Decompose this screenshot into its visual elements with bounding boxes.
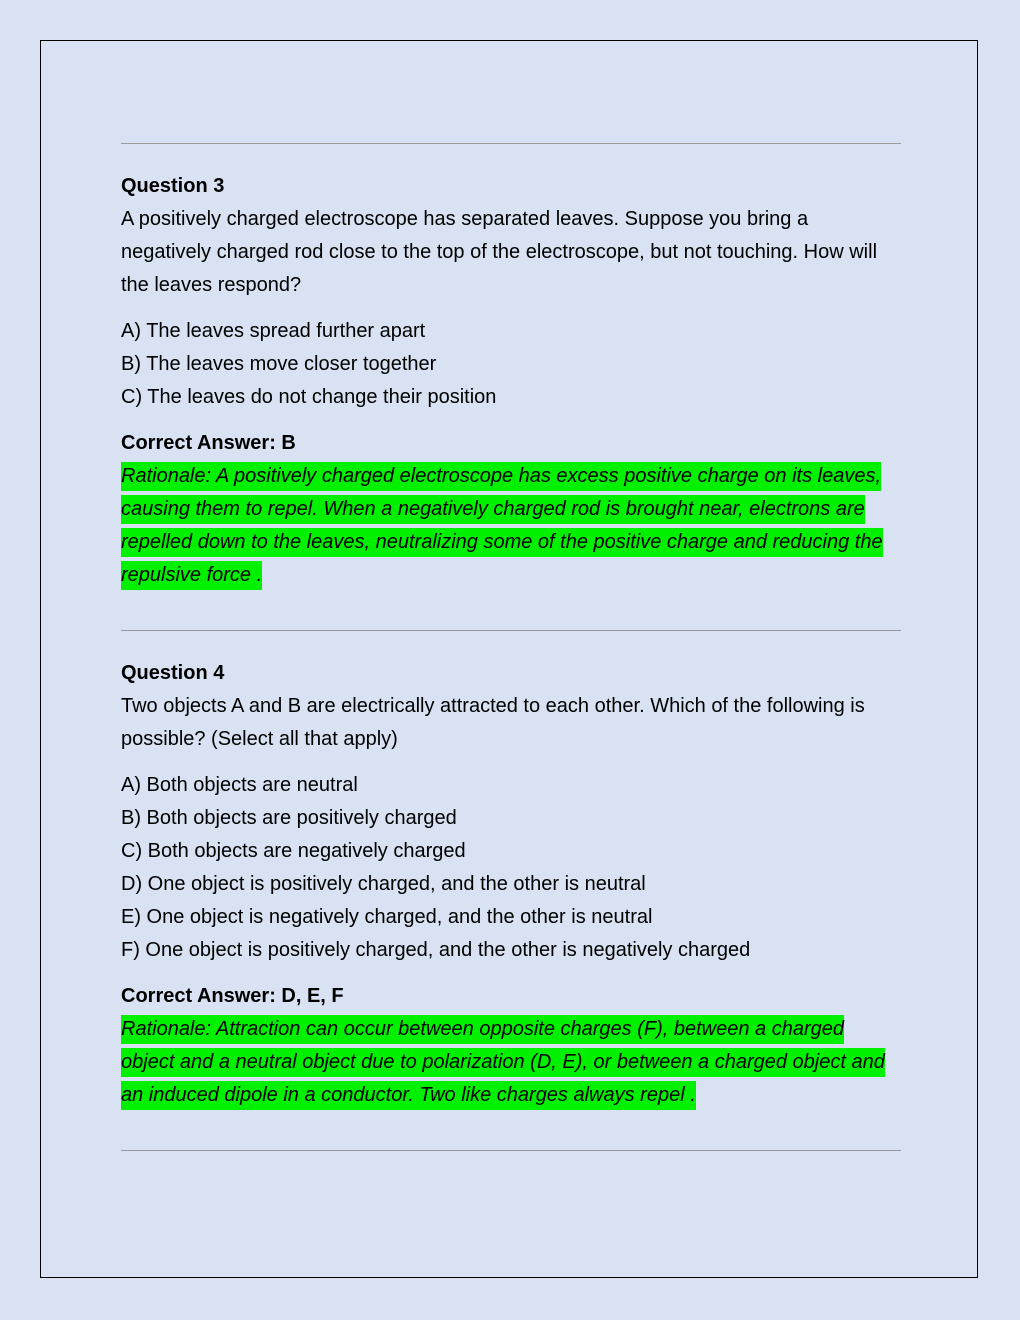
document-content [121, 143, 901, 1151]
question-text: Two objects A and B are electrically attracted to each other. Which of the following is possible? (Select all that apply) [121, 695, 865, 750]
question-title: Question 4 [121, 662, 225, 684]
option-item: D) One object is positively charged, and the other is neutral [121, 873, 646, 895]
options-list [121, 315, 901, 414]
option-item: F) One object is positively charged, and the other is negatively charged [121, 939, 751, 961]
option-item: C) Both objects are negatively charged [121, 840, 466, 862]
rationale-text: Rationale: Attraction can occur between opposite charges (F), between a charged object and a neutral object due to polarization (D, E), or between a charged object and an induced dipole in a conductor. Two like charges always repel . [121, 1015, 885, 1110]
option-item: A) Both objects are neutral [121, 774, 358, 796]
correct-answer: Correct Answer: D, E, F [121, 985, 344, 1007]
document-page [40, 40, 978, 1278]
question-text: A positively charged electroscope has separated leaves. Suppose you bring a negatively charged rod close to the top of the electroscope, but not touching. How will the leaves respond? [121, 208, 878, 296]
rationale [121, 460, 901, 592]
rationale-text: Rationale: A positively charged electroscope has excess positive charge on its leaves, causing them to repel. When a negatively charged rod is brought near, electrons are repelled down to the leaves, neutralizing some of the positive charge and reducing the repulsive force . [121, 462, 883, 590]
option-item: E) One object is negatively charged, and the other is neutral [121, 906, 653, 928]
question-title: Question 3 [121, 175, 225, 197]
divider-bottom [121, 1150, 901, 1151]
option-item: C) The leaves do not change their position [121, 386, 497, 408]
option-item: B) The leaves move closer together [121, 353, 437, 375]
question-block-4 [121, 631, 901, 1150]
correct-answer: Correct Answer: B [121, 432, 296, 454]
option-item: B) Both objects are positively charged [121, 807, 457, 829]
options-list [121, 769, 901, 967]
question-block-3 [121, 144, 901, 630]
option-item: A) The leaves spread further apart [121, 320, 426, 342]
rationale [121, 1013, 901, 1112]
